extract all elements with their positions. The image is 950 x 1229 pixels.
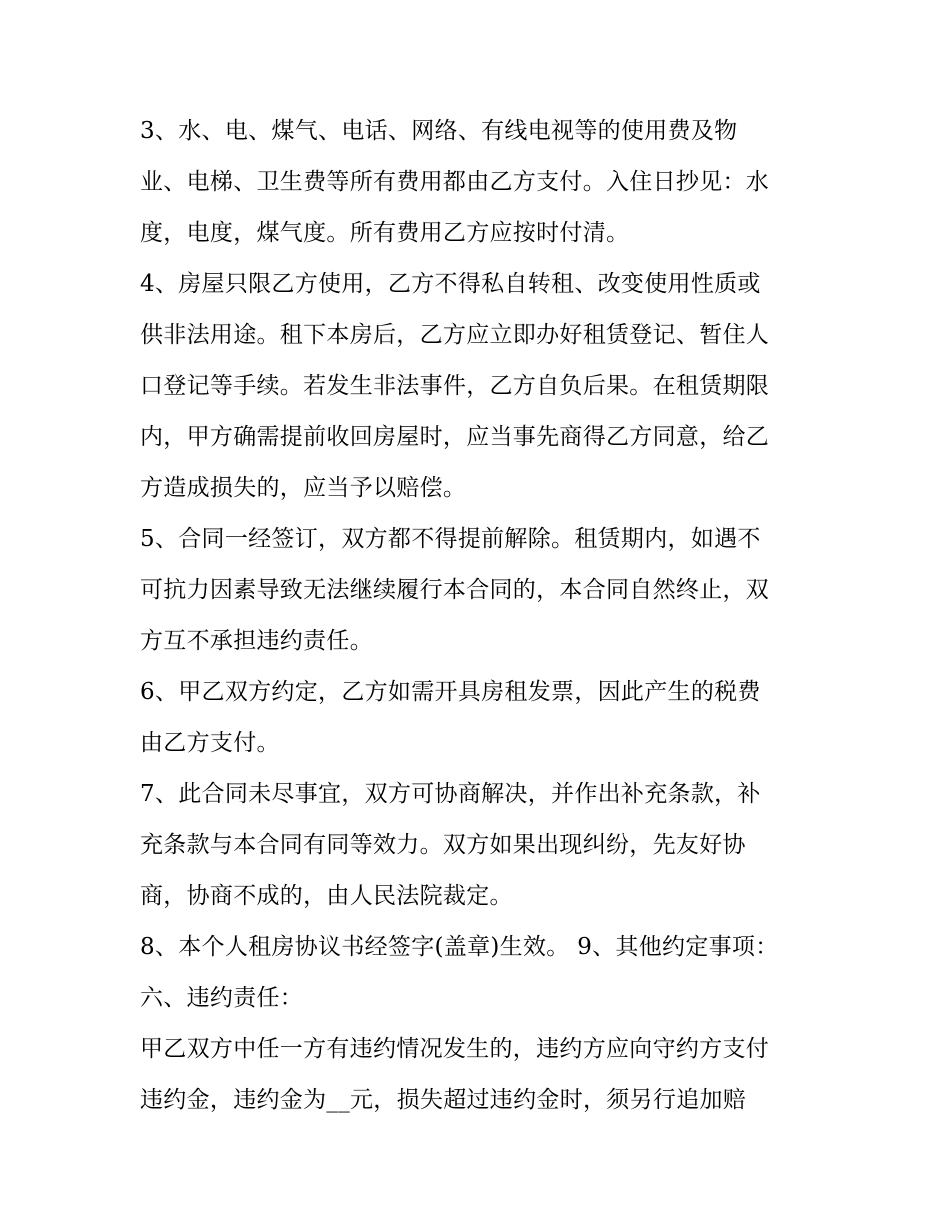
text-line: 方造成损失的，应当予以赔偿。	[140, 475, 467, 501]
text-line: 口登记等手续。若发生非法事件，乙方自负后果。在租赁期限	[140, 373, 770, 399]
text-line: 甲乙双方中任一方有违约情况发生的，违约方应向守约方支付	[140, 1036, 770, 1062]
text-line: 6、甲乙双方约定，乙方如需开具房租发票，因此产生的税费	[140, 679, 761, 705]
text-line: 充条款与本合同有同等效力。双方如果出现纠纷，先友好协	[140, 832, 746, 858]
text-line: 可抗力因素导致无法继续履行本合同的，本合同自然终止，双	[140, 577, 770, 603]
text-line: 3、水、电、煤气、电话、网络、有线电视等的使用费及物	[140, 118, 738, 144]
text-line: 违约金，违约金为__元，损失超过违约金时，须另行追加赔	[140, 1087, 747, 1113]
text-line: 7、此合同未尽事宜，双方可协商解决，并作出补充条款，补	[140, 781, 761, 807]
text-line: 由乙方支付。	[140, 730, 280, 756]
text-line: 5、合同一经签订，双方都不得提前解除。租赁期内，如遇不	[140, 526, 761, 552]
text-line: 商，协商不成的，由人民法院裁定。	[140, 883, 513, 909]
text-line: 供非法用途。租下本房后，乙方应立即办好租赁登记、暂住人	[140, 322, 770, 348]
text-line: 内，甲方确需提前收回房屋时，应当事先商得乙方同意，给乙	[140, 424, 770, 450]
text-line: 4、房屋只限乙方使用，乙方不得私自转租、改变使用性质或	[140, 271, 761, 297]
section-heading: 六、违约责任：	[140, 985, 304, 1011]
text-line: 业、电梯、卫生费等所有费用都由乙方支付。入住日抄见：水	[140, 169, 770, 195]
text-line: 8、本个人租房协议书经签字(盖章)生效。 9、其他约定事项：	[140, 934, 779, 960]
document-body	[140, 106, 820, 1126]
text-line: 度，电度，煤气度。所有费用乙方应按时付清。	[140, 220, 630, 246]
text-line: 方互不承担违约责任。	[140, 628, 373, 654]
